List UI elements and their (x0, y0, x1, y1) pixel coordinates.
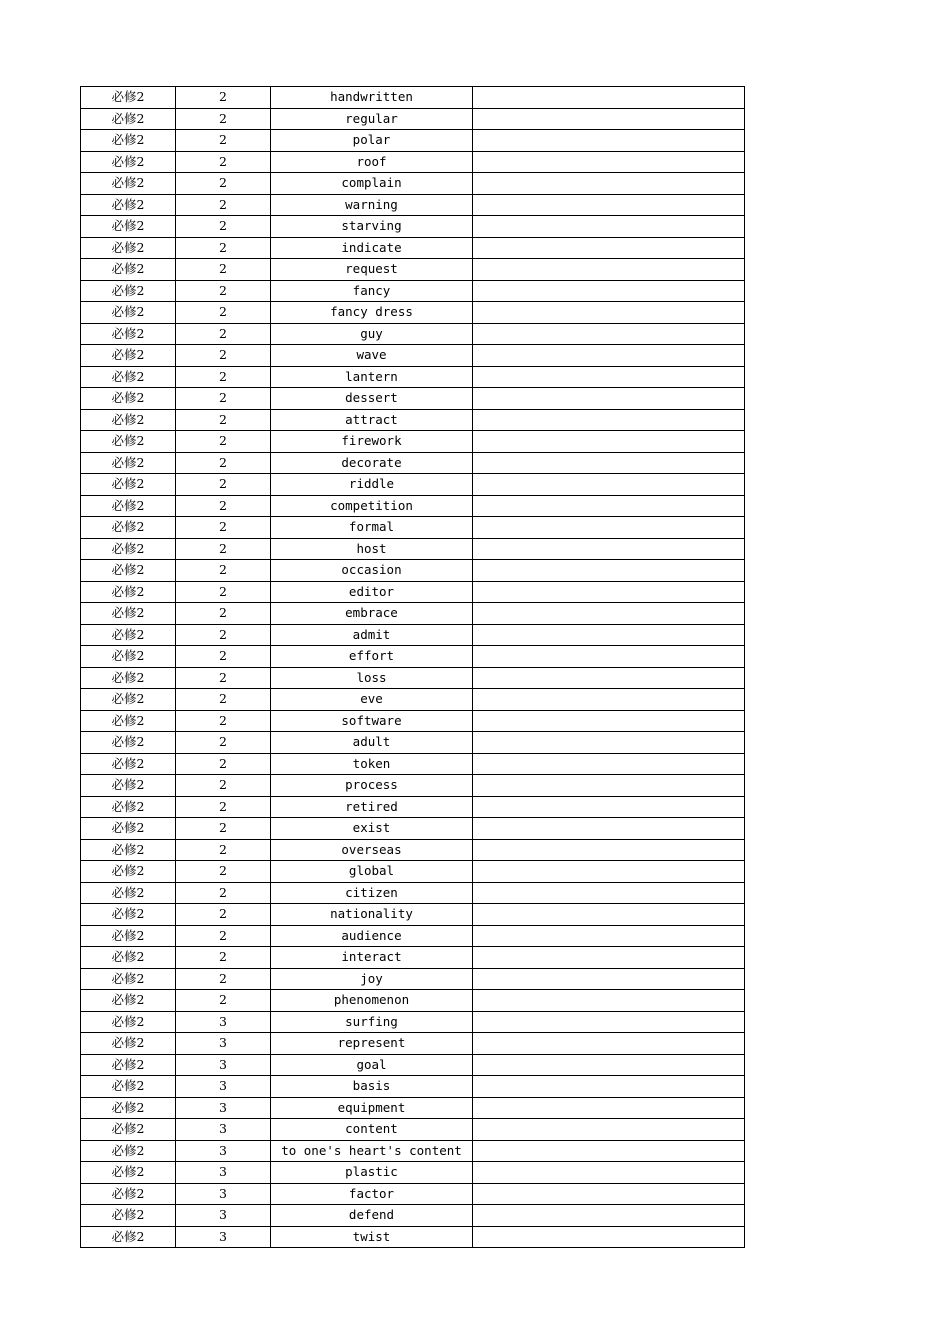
unit-cell: 2 (176, 151, 271, 173)
unit-cell: 2 (176, 323, 271, 345)
table-row (81, 839, 745, 861)
word-cell: global (271, 861, 473, 883)
note-cell (473, 624, 745, 646)
table-row (81, 990, 745, 1012)
table-row (81, 710, 745, 732)
book-cell: 必修2 (81, 194, 176, 216)
table-row (81, 452, 745, 474)
unit-cell: 2 (176, 904, 271, 926)
vocabulary-table-body (81, 87, 745, 1248)
word-cell: defend (271, 1205, 473, 1227)
word-cell: warning (271, 194, 473, 216)
word-cell: token (271, 753, 473, 775)
note-cell (473, 839, 745, 861)
word-cell: retired (271, 796, 473, 818)
book-cell: 必修2 (81, 1119, 176, 1141)
word-cell: riddle (271, 474, 473, 496)
unit-cell: 2 (176, 667, 271, 689)
book-cell: 必修2 (81, 130, 176, 152)
book-cell: 必修2 (81, 603, 176, 625)
book-cell: 必修2 (81, 1162, 176, 1184)
unit-cell: 2 (176, 861, 271, 883)
word-cell: handwritten (271, 87, 473, 109)
table-row (81, 667, 745, 689)
book-cell: 必修2 (81, 646, 176, 668)
book-cell: 必修2 (81, 366, 176, 388)
table-row (81, 1011, 745, 1033)
book-cell: 必修2 (81, 1097, 176, 1119)
word-cell: overseas (271, 839, 473, 861)
book-cell: 必修2 (81, 560, 176, 582)
note-cell (473, 302, 745, 324)
book-cell: 必修2 (81, 1054, 176, 1076)
book-cell: 必修2 (81, 237, 176, 259)
unit-cell: 2 (176, 87, 271, 109)
note-cell (473, 1162, 745, 1184)
word-cell: process (271, 775, 473, 797)
book-cell: 必修2 (81, 409, 176, 431)
word-cell: host (271, 538, 473, 560)
table-row (81, 517, 745, 539)
word-cell: effort (271, 646, 473, 668)
word-cell: surfing (271, 1011, 473, 1033)
word-cell: fancy (271, 280, 473, 302)
book-cell: 必修2 (81, 431, 176, 453)
unit-cell: 3 (176, 1140, 271, 1162)
note-cell (473, 538, 745, 560)
note-cell (473, 925, 745, 947)
word-cell: roof (271, 151, 473, 173)
table-row (81, 259, 745, 281)
word-cell: occasion (271, 560, 473, 582)
unit-cell: 2 (176, 130, 271, 152)
table-row (81, 775, 745, 797)
note-cell (473, 818, 745, 840)
note-cell (473, 452, 745, 474)
note-cell (473, 1205, 745, 1227)
table-row (81, 581, 745, 603)
unit-cell: 2 (176, 409, 271, 431)
note-cell (473, 431, 745, 453)
note-cell (473, 366, 745, 388)
book-cell: 必修2 (81, 280, 176, 302)
table-row (81, 624, 745, 646)
unit-cell: 2 (176, 968, 271, 990)
unit-cell: 2 (176, 818, 271, 840)
note-cell (473, 388, 745, 410)
table-row (81, 87, 745, 109)
note-cell (473, 280, 745, 302)
unit-cell: 2 (176, 753, 271, 775)
book-cell: 必修2 (81, 624, 176, 646)
word-cell: attract (271, 409, 473, 431)
unit-cell: 2 (176, 108, 271, 130)
word-cell: wave (271, 345, 473, 367)
table-row (81, 538, 745, 560)
note-cell (473, 216, 745, 238)
unit-cell: 2 (176, 431, 271, 453)
table-row (81, 1162, 745, 1184)
table-row (81, 947, 745, 969)
note-cell (473, 646, 745, 668)
book-cell: 必修2 (81, 1183, 176, 1205)
table-row (81, 216, 745, 238)
note-cell (473, 130, 745, 152)
book-cell: 必修2 (81, 538, 176, 560)
table-row (81, 732, 745, 754)
book-cell: 必修2 (81, 151, 176, 173)
table-row (81, 753, 745, 775)
book-cell: 必修2 (81, 968, 176, 990)
table-row (81, 882, 745, 904)
note-cell (473, 732, 745, 754)
book-cell: 必修2 (81, 689, 176, 711)
unit-cell: 2 (176, 259, 271, 281)
book-cell: 必修2 (81, 818, 176, 840)
note-cell (473, 345, 745, 367)
unit-cell: 3 (176, 1054, 271, 1076)
table-row (81, 818, 745, 840)
unit-cell: 2 (176, 173, 271, 195)
note-cell (473, 409, 745, 431)
note-cell (473, 603, 745, 625)
table-row (81, 366, 745, 388)
table-row (81, 603, 745, 625)
word-cell: polar (271, 130, 473, 152)
table-row (81, 151, 745, 173)
book-cell: 必修2 (81, 452, 176, 474)
table-row (81, 925, 745, 947)
word-cell: fancy dress (271, 302, 473, 324)
table-row (81, 1033, 745, 1055)
unit-cell: 2 (176, 474, 271, 496)
book-cell: 必修2 (81, 173, 176, 195)
book-cell: 必修2 (81, 990, 176, 1012)
word-cell: eve (271, 689, 473, 711)
unit-cell: 3 (176, 1033, 271, 1055)
table-row (81, 1119, 745, 1141)
note-cell (473, 775, 745, 797)
note-cell (473, 861, 745, 883)
unit-cell: 2 (176, 581, 271, 603)
book-cell: 必修2 (81, 345, 176, 367)
unit-cell: 2 (176, 882, 271, 904)
table-row (81, 968, 745, 990)
word-cell: basis (271, 1076, 473, 1098)
book-cell: 必修2 (81, 925, 176, 947)
book-cell: 必修2 (81, 753, 176, 775)
word-cell: exist (271, 818, 473, 840)
word-cell: request (271, 259, 473, 281)
word-cell: admit (271, 624, 473, 646)
note-cell (473, 474, 745, 496)
note-cell (473, 108, 745, 130)
table-row (81, 108, 745, 130)
note-cell (473, 882, 745, 904)
unit-cell: 2 (176, 796, 271, 818)
unit-cell: 2 (176, 990, 271, 1012)
unit-cell: 2 (176, 302, 271, 324)
table-row (81, 1205, 745, 1227)
unit-cell: 2 (176, 194, 271, 216)
unit-cell: 3 (176, 1183, 271, 1205)
book-cell: 必修2 (81, 1140, 176, 1162)
word-cell: starving (271, 216, 473, 238)
word-cell: complain (271, 173, 473, 195)
book-cell: 必修2 (81, 1205, 176, 1227)
note-cell (473, 904, 745, 926)
word-cell: goal (271, 1054, 473, 1076)
note-cell (473, 796, 745, 818)
book-cell: 必修2 (81, 861, 176, 883)
note-cell (473, 710, 745, 732)
note-cell (473, 990, 745, 1012)
word-cell: interact (271, 947, 473, 969)
note-cell (473, 968, 745, 990)
book-cell: 必修2 (81, 904, 176, 926)
word-cell: nationality (271, 904, 473, 926)
book-cell: 必修2 (81, 474, 176, 496)
word-cell: joy (271, 968, 473, 990)
unit-cell: 3 (176, 1097, 271, 1119)
word-cell: equipment (271, 1097, 473, 1119)
unit-cell: 2 (176, 732, 271, 754)
word-cell: citizen (271, 882, 473, 904)
book-cell: 必修2 (81, 796, 176, 818)
note-cell (473, 1119, 745, 1141)
book-cell: 必修2 (81, 1033, 176, 1055)
word-cell: software (271, 710, 473, 732)
unit-cell: 2 (176, 280, 271, 302)
table-row (81, 1097, 745, 1119)
unit-cell: 2 (176, 237, 271, 259)
vocabulary-table (80, 86, 745, 1248)
book-cell: 必修2 (81, 710, 176, 732)
table-row (81, 646, 745, 668)
word-cell: to one's heart's content (271, 1140, 473, 1162)
note-cell (473, 87, 745, 109)
note-cell (473, 1033, 745, 1055)
book-cell: 必修2 (81, 87, 176, 109)
note-cell (473, 517, 745, 539)
table-row (81, 388, 745, 410)
note-cell (473, 1054, 745, 1076)
unit-cell: 2 (176, 775, 271, 797)
table-row (81, 904, 745, 926)
book-cell: 必修2 (81, 1011, 176, 1033)
table-row (81, 796, 745, 818)
note-cell (473, 581, 745, 603)
book-cell: 必修2 (81, 775, 176, 797)
table-row (81, 345, 745, 367)
unit-cell: 2 (176, 495, 271, 517)
table-row (81, 1183, 745, 1205)
unit-cell: 2 (176, 603, 271, 625)
word-cell: content (271, 1119, 473, 1141)
table-row (81, 130, 745, 152)
note-cell (473, 753, 745, 775)
book-cell: 必修2 (81, 216, 176, 238)
note-cell (473, 259, 745, 281)
unit-cell: 2 (176, 560, 271, 582)
book-cell: 必修2 (81, 388, 176, 410)
word-cell: phenomenon (271, 990, 473, 1012)
book-cell: 必修2 (81, 108, 176, 130)
note-cell (473, 1076, 745, 1098)
word-cell: competition (271, 495, 473, 517)
word-cell: twist (271, 1226, 473, 1248)
word-cell: formal (271, 517, 473, 539)
book-cell: 必修2 (81, 581, 176, 603)
table-row (81, 560, 745, 582)
table-row (81, 302, 745, 324)
table-row (81, 1054, 745, 1076)
word-cell: factor (271, 1183, 473, 1205)
note-cell (473, 689, 745, 711)
unit-cell: 2 (176, 646, 271, 668)
unit-cell: 2 (176, 452, 271, 474)
book-cell: 必修2 (81, 667, 176, 689)
unit-cell: 3 (176, 1162, 271, 1184)
table-row (81, 431, 745, 453)
table-row (81, 1140, 745, 1162)
table-row (81, 1226, 745, 1248)
unit-cell: 2 (176, 366, 271, 388)
word-cell: firework (271, 431, 473, 453)
table-row (81, 237, 745, 259)
note-cell (473, 1183, 745, 1205)
table-row (81, 689, 745, 711)
table-row (81, 861, 745, 883)
note-cell (473, 173, 745, 195)
note-cell (473, 1226, 745, 1248)
unit-cell: 2 (176, 947, 271, 969)
note-cell (473, 667, 745, 689)
note-cell (473, 323, 745, 345)
note-cell (473, 194, 745, 216)
word-cell: plastic (271, 1162, 473, 1184)
unit-cell: 2 (176, 538, 271, 560)
word-cell: represent (271, 1033, 473, 1055)
unit-cell: 3 (176, 1119, 271, 1141)
note-cell (473, 495, 745, 517)
word-cell: regular (271, 108, 473, 130)
note-cell (473, 237, 745, 259)
unit-cell: 2 (176, 517, 271, 539)
table-row (81, 280, 745, 302)
table-row (81, 1076, 745, 1098)
book-cell: 必修2 (81, 302, 176, 324)
book-cell: 必修2 (81, 882, 176, 904)
note-cell (473, 151, 745, 173)
table-row (81, 474, 745, 496)
table-row (81, 173, 745, 195)
unit-cell: 3 (176, 1011, 271, 1033)
unit-cell: 2 (176, 216, 271, 238)
book-cell: 必修2 (81, 839, 176, 861)
book-cell: 必修2 (81, 323, 176, 345)
unit-cell: 2 (176, 345, 271, 367)
table-row (81, 194, 745, 216)
note-cell (473, 947, 745, 969)
word-cell: loss (271, 667, 473, 689)
unit-cell: 2 (176, 925, 271, 947)
word-cell: dessert (271, 388, 473, 410)
word-cell: indicate (271, 237, 473, 259)
book-cell: 必修2 (81, 495, 176, 517)
word-cell: embrace (271, 603, 473, 625)
word-cell: decorate (271, 452, 473, 474)
book-cell: 必修2 (81, 947, 176, 969)
table-row (81, 409, 745, 431)
word-cell: editor (271, 581, 473, 603)
word-cell: lantern (271, 366, 473, 388)
book-cell: 必修2 (81, 517, 176, 539)
book-cell: 必修2 (81, 1226, 176, 1248)
unit-cell: 2 (176, 839, 271, 861)
note-cell (473, 1140, 745, 1162)
unit-cell: 2 (176, 388, 271, 410)
unit-cell: 2 (176, 710, 271, 732)
book-cell: 必修2 (81, 259, 176, 281)
unit-cell: 3 (176, 1226, 271, 1248)
book-cell: 必修2 (81, 1076, 176, 1098)
unit-cell: 2 (176, 689, 271, 711)
word-cell: audience (271, 925, 473, 947)
word-cell: adult (271, 732, 473, 754)
book-cell: 必修2 (81, 732, 176, 754)
unit-cell: 3 (176, 1205, 271, 1227)
unit-cell: 2 (176, 624, 271, 646)
word-cell: guy (271, 323, 473, 345)
note-cell (473, 1011, 745, 1033)
note-cell (473, 560, 745, 582)
unit-cell: 3 (176, 1076, 271, 1098)
table-row (81, 495, 745, 517)
table-row (81, 323, 745, 345)
note-cell (473, 1097, 745, 1119)
